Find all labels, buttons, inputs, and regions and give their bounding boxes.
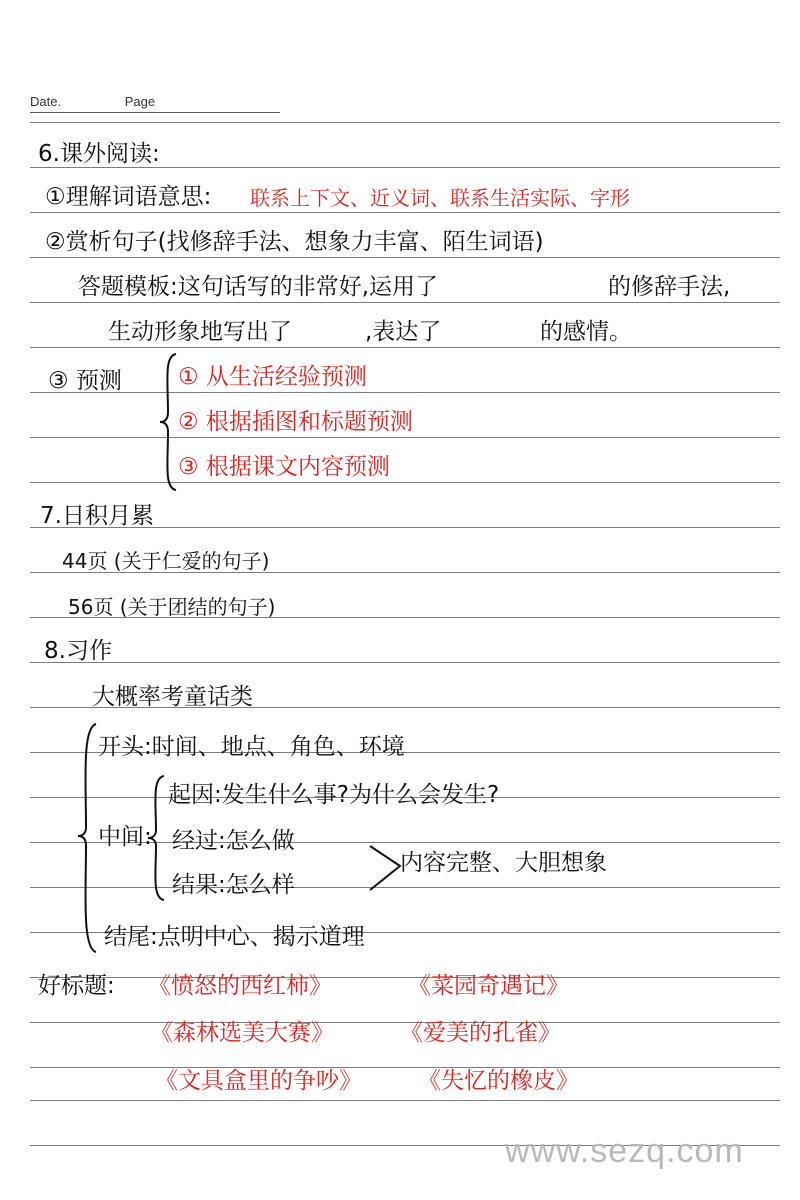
item-1-label: ①理解词语意思: xyxy=(45,184,212,210)
title-6: 《失忆的橡皮》 xyxy=(418,1068,579,1094)
date-label: Date. xyxy=(30,94,62,109)
connector-lines xyxy=(368,842,402,894)
item-1-methods: 联系上下文、近义词、联系生活实际、字形 xyxy=(250,186,630,210)
header-underline xyxy=(30,112,280,113)
template-line-2c: 的感情。 xyxy=(540,319,632,345)
page-header xyxy=(30,94,155,109)
structure-brace xyxy=(76,722,98,954)
section-7-title: 7.日积月累 xyxy=(40,503,154,529)
item-2-line: ②赏析句子(找修辞手法、想象力丰富、陌生词语) xyxy=(45,229,544,255)
predict-brace xyxy=(158,352,180,492)
rule-line xyxy=(30,122,780,123)
result-line: 结果:怎么样 xyxy=(172,872,295,898)
page-label: Page xyxy=(124,94,156,109)
rule-line xyxy=(30,887,780,888)
predict-item-2: ② 根据插图和标题预测 xyxy=(178,409,413,435)
title-2: 《菜园奇遇记》 xyxy=(408,973,569,999)
predict-item-3: ③ 根据课文内容预测 xyxy=(178,454,390,480)
predict-item-1: ① 从生活经验预测 xyxy=(178,364,367,390)
good-titles-label: 好标题: xyxy=(38,973,115,999)
rule-line xyxy=(30,1100,780,1101)
section-6-title: 6.课外阅读: xyxy=(38,141,160,167)
middle-brace xyxy=(146,774,166,902)
rule-line xyxy=(30,437,780,438)
watermark: www.sezq.com xyxy=(505,1132,744,1170)
section-7-line-1: 44页 (关于仁爱的句子) xyxy=(62,549,270,573)
opening-line: 开头:时间、地点、角色、环境 xyxy=(98,734,405,760)
rule-line xyxy=(30,347,780,348)
template-line-1a: 答题模板:这句话写的非常好,运用了 xyxy=(78,274,439,300)
cause-line: 起因:发生什么事?为什么会发生? xyxy=(168,782,500,808)
rule-line xyxy=(30,662,780,663)
section-7-line-2: 56页 (关于团结的句子) xyxy=(68,595,276,619)
title-1: 《愤怒的西红柿》 xyxy=(148,973,332,999)
template-line-2a: 生动形象地写出了 xyxy=(108,319,292,345)
rule-line xyxy=(30,977,780,978)
section-8-topic: 大概率考童话类 xyxy=(92,684,253,710)
rule-line xyxy=(30,302,780,303)
rule-line xyxy=(30,257,780,258)
middle-label: 中间: xyxy=(98,824,152,850)
template-line-2b: ,表达了 xyxy=(365,319,442,345)
title-5: 《文具盒里的争吵》 xyxy=(155,1068,362,1094)
rule-line xyxy=(30,167,780,168)
ending-line: 结尾:点明中心、揭示道理 xyxy=(104,924,365,950)
process-line: 经过:怎么做 xyxy=(172,828,295,854)
rule-line xyxy=(30,1067,780,1068)
side-note: 内容完整、大胆想象 xyxy=(400,850,607,876)
title-4: 《爱美的孔雀》 xyxy=(400,1020,561,1046)
item-3-label: ③ 预测 xyxy=(48,368,122,394)
section-8-title: 8.习作 xyxy=(44,638,112,664)
rule-line xyxy=(30,482,780,483)
template-line-1b: 的修辞手法, xyxy=(608,274,731,300)
rule-line xyxy=(30,212,780,213)
rule-line xyxy=(30,392,780,393)
title-3: 《森林选美大赛》 xyxy=(150,1020,334,1046)
